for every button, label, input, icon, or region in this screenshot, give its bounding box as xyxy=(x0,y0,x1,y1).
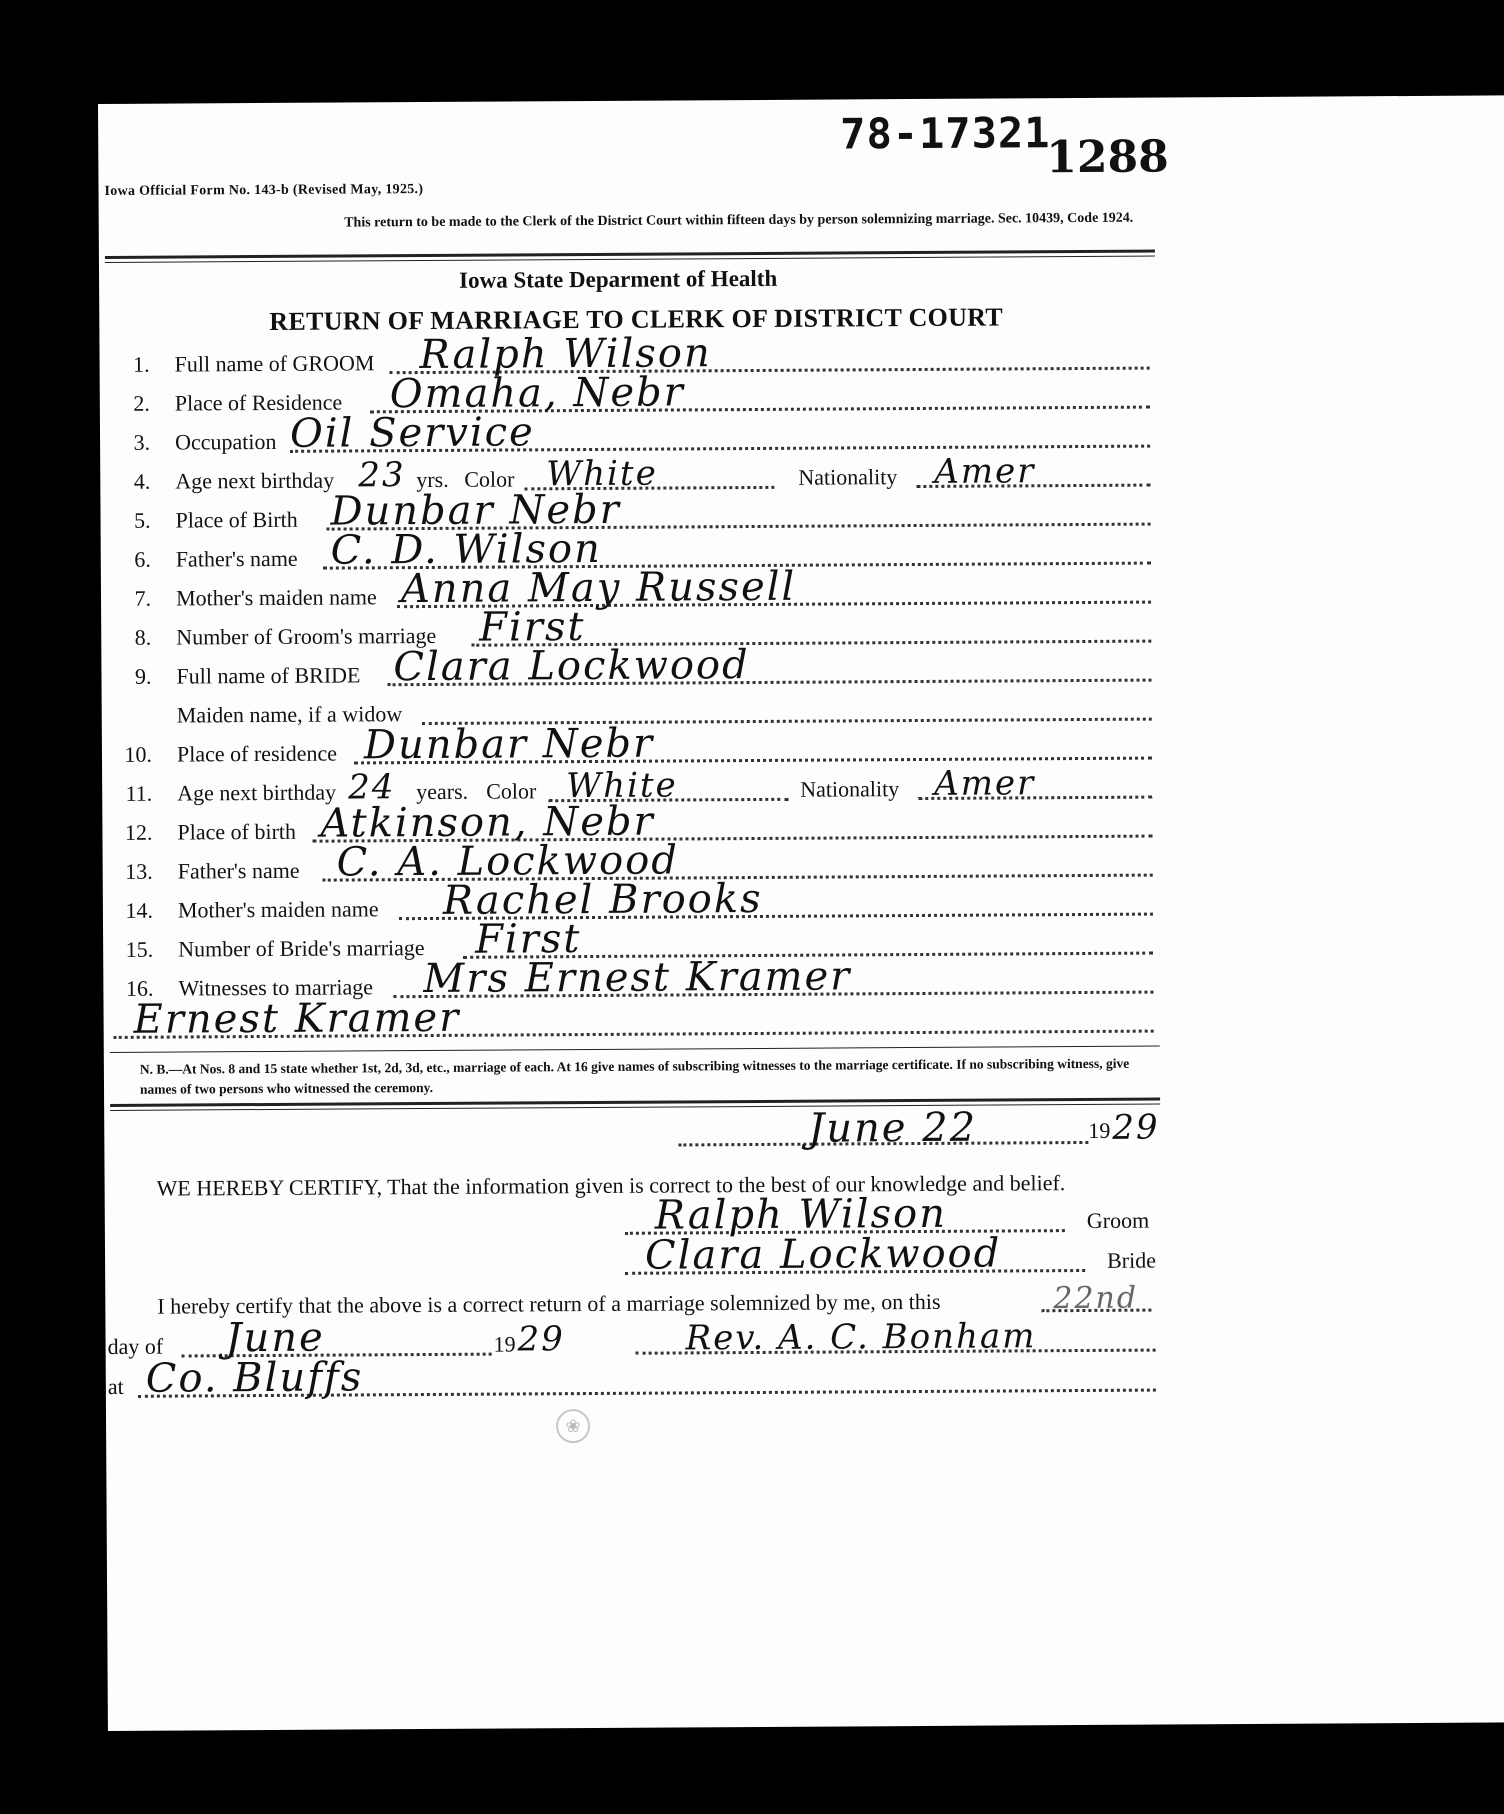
field-row-groom-mother: 7. Mother's maiden name Anna May Russell xyxy=(101,567,1504,616)
field-value-bride-color[interactable]: White xyxy=(566,765,678,807)
field-value-bride-nationality[interactable]: Amer xyxy=(934,763,1036,804)
field-value-groom-father[interactable]: C. D. Wilson xyxy=(330,525,602,574)
field-value-groom-age[interactable]: 23 xyxy=(358,455,406,496)
ceremony-place-line: at Co. Bluffs xyxy=(106,1358,1166,1404)
field-row-bride-name: 9. Full name of BRIDE Clara Lockwood xyxy=(101,645,1504,694)
field-value-bride-father[interactable]: C. A. Lockwood xyxy=(336,837,679,886)
certification-year[interactable]: 29 xyxy=(1112,1107,1160,1148)
field-row-groom-residence: 2. Place of Residence Omaha, Nebr xyxy=(100,372,1504,421)
field-row-groom-name: 1. Full name of GROOM Ralph Wilson xyxy=(99,333,1504,382)
field-row-bride-mother: 14. Mother's maiden name Rachel Brooks xyxy=(103,879,1504,928)
field-value-bride-name[interactable]: Clara Lockwood xyxy=(393,642,750,691)
top-divider xyxy=(105,250,1155,259)
groom-signature-line: Ralph Wilson Groom xyxy=(625,1196,1165,1241)
certification-date-line: June 22 19 29 xyxy=(678,1108,1158,1171)
field-row-bride-birthplace: 12. Place of birth Atkinson, Nebr xyxy=(102,801,1504,850)
field-row-witnesses: 16. Witnesses to marriage Mrs Ernest Kramer xyxy=(103,957,1504,1006)
field-label: Full name of GROOM xyxy=(174,350,375,377)
note-divider-top xyxy=(110,1046,1160,1053)
field-value-witness-2[interactable]: Ernest Kramer xyxy=(133,994,461,1043)
field-value-bride-age[interactable]: 24 xyxy=(348,767,396,808)
field-row-groom-occupation: 3. Occupation Oil Service xyxy=(100,411,1504,460)
officiant-month[interactable]: June xyxy=(225,1314,325,1362)
form-number: Iowa Official Form No. 143-b (Revised May, 1925.) xyxy=(104,182,424,199)
officiant-year[interactable]: 29 xyxy=(517,1319,565,1360)
field-row-groom-marriage-number: 8. Number of Groom's marriage First xyxy=(101,606,1504,655)
field-row-witnesses-cont xyxy=(104,996,1504,1045)
marriage-return-form xyxy=(98,95,1504,1731)
field-value-groom-residence[interactable]: Omaha, Nebr xyxy=(389,369,685,418)
field-value-groom-birthplace[interactable]: Dunbar Nebr xyxy=(330,486,621,535)
field-row-bride-marriage-number: 15. Number of Bride's marriage First xyxy=(103,918,1504,967)
field-value-bride-mother[interactable]: Rachel Brooks xyxy=(442,875,763,924)
field-value-groom-color[interactable]: White xyxy=(546,453,658,495)
field-row-groom-age: 4. Age next birthday 23 yrs. Color White Nationality Amer xyxy=(100,450,1504,499)
form-title: RETURN OF MARRIAGE TO CLERK OF DISTRICT COURT xyxy=(269,302,1004,336)
filing-instruction: This return to be made to the Clerk of the District Court within fifteen days by person solemnizing marriage. Sec. 10439, Code 1924. xyxy=(344,210,1134,231)
field-row-bride-father: 13. Father's name C. A. Lockwood xyxy=(103,840,1504,889)
field-row-bride-residence: 10. Place of residence Dunbar Nebr xyxy=(102,723,1504,772)
field-row-bride-age: 11. Age next birthday 24 years. Color White Nationality Amer xyxy=(102,762,1504,811)
officiant-signature[interactable]: Rev. A. C. Bonham xyxy=(685,1316,1037,1359)
field-value-bride-residence[interactable]: Dunbar Nebr xyxy=(363,720,655,769)
field-value-groom-mother[interactable]: Anna May Russell xyxy=(400,563,797,613)
record-number: 1288 xyxy=(1046,131,1169,184)
officiant-date-line: day of June 19 29 Rev. A. C. Bonham xyxy=(105,1318,1165,1364)
field-value-groom-marriage-number[interactable]: First xyxy=(479,604,586,651)
field-value-bride-marriage-number[interactable]: First xyxy=(474,916,582,963)
bride-signature[interactable]: Clara Lockwood xyxy=(644,1230,1002,1279)
field-row-bride-maiden-name: Maiden name, if a widow xyxy=(102,684,1504,733)
certification-date[interactable]: June 22 xyxy=(808,1104,978,1152)
field-value-witness-1[interactable]: Mrs Ernest Kramer xyxy=(423,953,852,1003)
field-value-groom-name[interactable]: Ralph Wilson xyxy=(419,330,712,379)
serial-number: 78-17321 xyxy=(840,108,1051,159)
field-row-groom-birthplace: 5. Place of Birth Dunbar Nebr xyxy=(100,489,1504,538)
field-value-bride-birthplace[interactable]: Atkinson, Nebr xyxy=(320,798,655,847)
certification-statement: WE HEREBY CERTIFY, That the information given is correct to the best of our knowledge and belief. xyxy=(156,1170,1066,1201)
instructions-note: N. B.—At Nos. 8 and 15 state whether 1st, 2d, 3d, etc., marriage of each. At 16 give names of subscribing witnesses to the marriage certificate. If no subscribing witness, give names of two persons who witnessed the ceremony. xyxy=(139,1055,1130,1097)
officiant-day[interactable]: 22nd xyxy=(1053,1280,1139,1317)
officiant-statement-line: I hereby certify that the above is a correct return of a marriage solemnized by me, on this 22nd xyxy=(105,1278,1165,1324)
bride-signature-line: Clara Lockwood Bride xyxy=(625,1236,1165,1281)
faint-stamp-icon: ❀ xyxy=(556,1409,590,1443)
groom-signature[interactable]: Ralph Wilson xyxy=(654,1190,948,1239)
department-heading: Iowa State Deparment of Health xyxy=(459,265,778,293)
field-value-groom-occupation[interactable]: Oil Service xyxy=(289,409,535,457)
field-row-groom-father: 6. Father's name C. D. Wilson xyxy=(101,528,1504,577)
field-value-groom-nationality[interactable]: Amer xyxy=(934,451,1036,492)
ceremony-place[interactable]: Co. Bluffs xyxy=(145,1354,364,1402)
